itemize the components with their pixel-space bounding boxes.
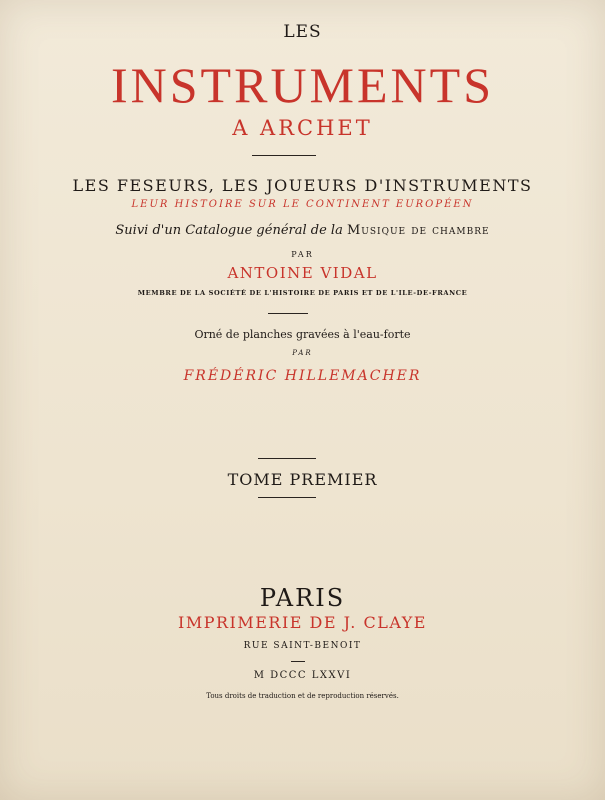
subtitle-line-3: [0, 223, 605, 238]
subtitle-line-3-prefix: Suivi d'un Catalogue général de la: [115, 223, 343, 238]
rights-notice: Tous droits de traduction et de reproduction réservés.: [206, 692, 399, 700]
subtitle: A ARCHET: [232, 116, 373, 140]
title-les: LES: [283, 22, 322, 42]
divider-2: [268, 313, 308, 314]
subtitle-line-3-smallcaps: Musique de chambre: [346, 223, 490, 238]
par-label-2: PAR: [292, 349, 313, 357]
publication-date: M DCCC LXXVI: [253, 670, 352, 681]
subtitle-line-1: LES FESEURS, LES JOUEURS D'INSTRUMENTS: [72, 176, 533, 195]
main-title: INSTRUMENTS: [110, 57, 495, 113]
subtitle-line-2: LEUR HISTOIRE SUR LE CONTINENT EUROPÉEN: [131, 199, 474, 210]
divider-1: [252, 155, 316, 156]
city: PARIS: [259, 584, 346, 612]
divider-3: [258, 458, 316, 459]
printer: IMPRIMERIE DE J. CLAYE: [178, 613, 427, 632]
divider-4: [258, 497, 316, 498]
street: RUE SAINT-BENOIT: [243, 641, 362, 651]
author-title: MEMBRE DE LA SOCIÉTÉ DE L'HISTOIRE DE PARIS ET DE L'ILE-DE-FRANCE: [137, 289, 468, 297]
illustrations-note: Orné de planches gravées à l'eau-forte: [194, 328, 411, 341]
par-label: PAR: [291, 250, 314, 259]
illustrator-name: FRÉDÉRIC HILLEMACHER: [183, 368, 422, 384]
volume-label: TOME PREMIER: [227, 470, 378, 489]
author-name: ANTOINE VIDAL: [227, 264, 378, 282]
divider-5: [291, 661, 305, 662]
